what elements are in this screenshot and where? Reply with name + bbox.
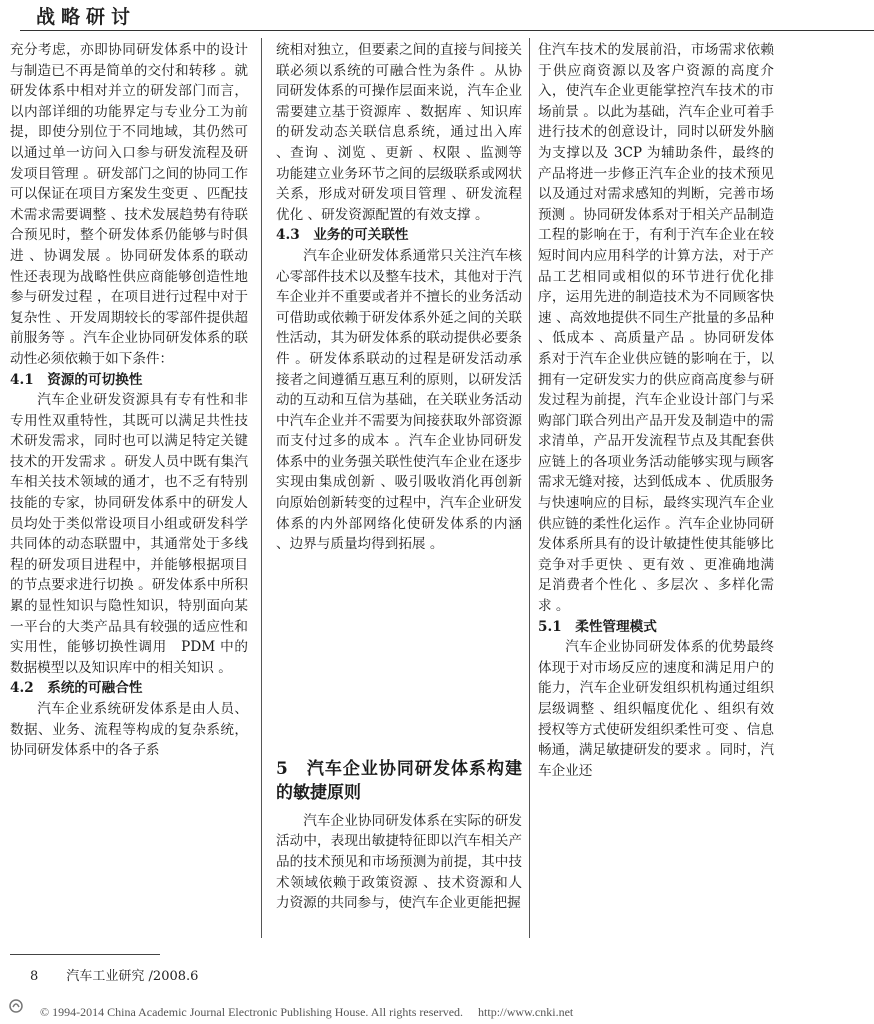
header-rule xyxy=(20,30,874,31)
column-3 xyxy=(538,40,774,781)
paragraph: 汽车企业协同研发体系的优势最终体现于对市场反应的速度和满足用户的能力，汽车企业研发组织机构通过组织层级调整 、组织幅度优化 、组织有效授权等方式使研发组织柔性可变 、信息畅通，满足敏捷研发的要求 。同时，汽车企业还 xyxy=(538,639,774,779)
subsection-heading-4-2: 4.2 系统的可融合性 xyxy=(10,680,143,697)
subsection-heading-4-1: 4.1 资源的可切换性 xyxy=(10,371,143,388)
paragraph: 汽车企业协同研发体系在实际的研发活动中，表现出敏捷特征即以汽车相关产品的技术预见和市场预测为前提，其中技术领域依赖于政策资源 、技术资源和人力资源的共同参与，使汽车企业更能把握 xyxy=(276,812,522,912)
paragraph: 统相对独立，但要素之间的直接与间接关联必须以系统的可融合性为条件 。从协同研发体系的可操作层面来说，汽车企业需要建立基于资源库 、数据库 、知识库的研发动态关联信息系统，通过出入库 、查询 、浏览 、更新 、权限 、监测等功能建立业务环节之间的层级联系或网状关系，形成对研发项目管理 、研发流程优化 、研发资源配置的有效支撑 。 xyxy=(276,42,522,223)
cnki-logo-icon xyxy=(8,998,24,1014)
column-1 xyxy=(10,40,248,761)
column-divider xyxy=(529,38,530,938)
running-header xyxy=(10,0,874,36)
paragraph: 充分考虑，亦即协同研发体系中的设计与制造已不再是简单的交付和转移 。就研发体系中相对并立的研发部门而言，以内部详细的功能界定与专业分工为前提，即使分别位于不同地域，其仍然可以通过单一访问入口参与研发流程及研发项目管理 。研发部门之间的协同工作可以保证在项目方案发生变更 、匹配技术需求需要调整 、技术发展趋势有待联合预见时，整个研发体系仍能够与时俱进 、协调发展 。协同研发体系的联动性还表现为战略性供应商能够创造性地参与研发过程 ，在项目进行过程中对于复杂性 、开发周期较长的零部件提供超前服务等 。汽车企业协同研发体系的联动性必须依赖于如下条件： xyxy=(10,42,248,367)
paragraph: 汽车企业研发资源具有专有性和非专用性双重特性，其既可以满足共性技术研发需求，同时也可以满足特定关键技术的开发需求 。研发人员中既有集汽车相关技术领域的通才，也不乏有特别技能的专家，协同研发体系中的研发人员均处于类似常设项目小组或研发科学共同体的动态联盟中，其通常处于多线程的研发项目进程中，并能够根据项目的节点要求进行切换 。研发体系中所积累的显性知识与隐性知识，特别面向某一平台的大类产品具有较强的适应性和实用性，能够切换性调用 PDM 中的数据模型以及知识库中的相关知识 。 xyxy=(10,392,248,676)
page-number: 8 xyxy=(30,969,39,984)
section-title: 战略研讨 xyxy=(36,6,137,28)
subsection-heading-5-1: 5.1 柔性管理模式 xyxy=(538,618,657,635)
footer xyxy=(30,965,222,984)
journal-name: 汽车工业研究 /2008.6 xyxy=(66,969,199,984)
section-heading-5: 5 汽车企业协同研发体系构建的敏捷原则 xyxy=(276,758,522,803)
paragraph: 住汽车技术的发展前沿，市场需求依赖于供应商资源以及客户资源的高度介入，使汽车企业更能掌控汽车技术的市场前景 。以此为基础，汽车企业可着手进行技术的创意设计，同时以研发外脑为支撑以及 3CP 为辅助条件，最终的产品将进一步修正汽车企业的技术预见以及通过对需求感知的判断，完善市场预测 。协同研发体系对于相关产品制造工程的影响在于，有利于汽车企业在较短时间内应用科学的计算方法，对于产品工艺相同或相似的环节进行优化排序，运用先进的制造技术为不同顾客快速 、高效地提供不同生产批量的多品种 、低成本 、高质量产品 。协同研发体系对于汽车企业供应链的影响在于，以拥有一定研发实力的供应商高度参与研发过程为前提，汽车企业设计部门与采购部门联合列出产品开发及制造中的需求清单，产品开发流程节点及其配套供应链上的各项业务活动能够实现与顾客需求无缝对接，达到低成本 、优质服务与快速响应的目标，最终实现汽车企业供应链的柔性化运作 。汽车企业协同研发体系所具有的设计敏捷性使其能够比竞争对手更快 、更有效 、更准确地满足消费者个性化 、多层次 、多样化需求 。 xyxy=(538,42,774,615)
column-divider xyxy=(261,38,262,938)
footer-rule xyxy=(10,954,160,955)
copyright-notice: © 1994-2014 China Academic Journal Electronic Publishing House. All rights reserved. http://www.cnki.net xyxy=(40,1005,574,1019)
paragraph: 汽车企业研发体系通常只关注汽车核心零部件技术以及整车技术，其他对于汽车企业并不重要或者并不擅长的业务活动可借助或依赖于研发体系外延之间的关联性活动，其为研发体系的联动提供必要条件 。研发体系联动的过程是研发活动承接者之间遵循互惠互利的原则，以研发活动的互动和互信为基础，在关联业务活动中汽车企业并不需要为间接获取外部资源而支付过多的成本 。汽车企业协同研发体系中的业务强关联性使汽车企业在逐步实现由集成创新 、吸引吸收消化再创新向原始创新转变的过程中，汽车企业研发体系的内外部网络化使研发体系的内涵 、边界与质量均得到拓展 。 xyxy=(276,247,522,553)
paragraph: 汽车企业系统研发体系是由人员、数据、业务、流程等构成的复杂系统，协同研发体系中的各子系 xyxy=(10,701,248,759)
column-2 xyxy=(276,40,522,914)
subsection-heading-4-3: 4.3 业务的可关联性 xyxy=(276,227,409,244)
